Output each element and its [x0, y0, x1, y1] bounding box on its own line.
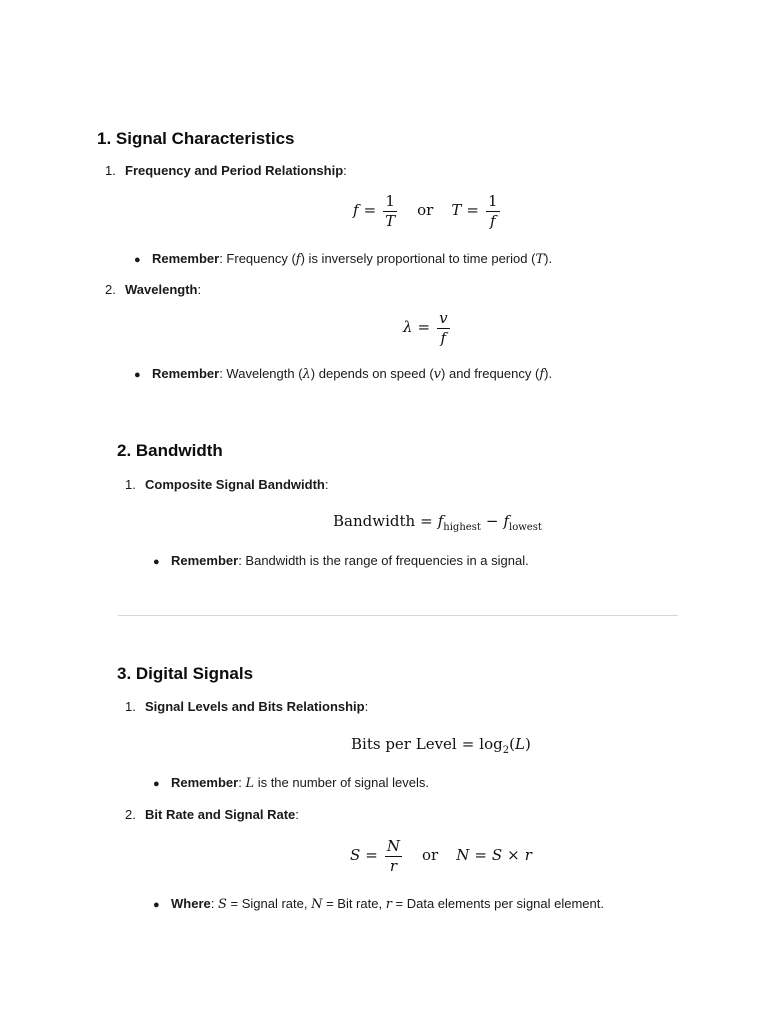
item-suffix: : — [364, 699, 369, 714]
list-number: 1. — [105, 163, 116, 178]
formula-wavelength — [403, 310, 452, 346]
item-suffix: : — [295, 807, 299, 822]
item-label: Wavelength — [125, 282, 198, 297]
math-op: × — [507, 846, 520, 864]
math-paren: ( — [509, 735, 515, 753]
math-op: = — [363, 201, 377, 219]
math-op: = — [466, 201, 479, 219]
note-label: Remember — [152, 251, 220, 266]
math-numerator: N — [386, 837, 400, 855]
list-number: 2. — [105, 282, 116, 297]
math-op: = — [417, 318, 431, 336]
note-text: ) and frequency ( — [441, 366, 540, 381]
note-text: ) depends on speed ( — [310, 366, 434, 381]
math-subscript: 2 — [502, 745, 510, 756]
math-denominator: f — [440, 328, 447, 347]
math-or: or — [417, 201, 434, 219]
item-label: Bit Rate and Signal Rate — [145, 807, 296, 822]
bullet-icon: ● — [134, 254, 141, 266]
math-numerator: 1 — [487, 192, 498, 210]
math-text: Bits per Level — [351, 735, 457, 753]
note-var: N — [311, 897, 323, 912]
note-text: ). — [544, 366, 553, 381]
formula-bandwidth — [333, 512, 542, 533]
note-var: L — [245, 776, 255, 791]
math-fraction — [437, 310, 449, 346]
note-text: : Frequency ( — [219, 251, 296, 266]
list-item-frequency-period — [105, 163, 347, 178]
math-func: log — [479, 735, 503, 753]
math-var: T — [451, 201, 462, 219]
math-fraction — [383, 193, 397, 229]
note-text: : Wavelength ( — [219, 366, 303, 381]
list-item-signal-levels-bits — [125, 699, 368, 714]
math-var: S — [491, 846, 503, 864]
item-suffix: : — [324, 477, 329, 492]
list-number: 1. — [125, 699, 136, 714]
note-bandwidth — [153, 553, 529, 568]
math-fraction — [385, 838, 402, 874]
math-denominator: f — [489, 211, 496, 230]
math-var: f — [353, 201, 359, 219]
section-title-digital-signals: 3. Digital Signals — [117, 664, 254, 683]
note-text: = Signal rate, — [226, 896, 312, 911]
math-numerator: 1 — [385, 192, 395, 210]
note-text: : Bandwidth is the range of frequencies in a signal. — [238, 553, 529, 568]
note-text: = Bit rate, — [322, 896, 386, 911]
math-or: or — [421, 846, 439, 864]
note-text: : — [210, 896, 218, 911]
note-var: r — [385, 897, 392, 912]
note-text: is the number of signal levels. — [254, 775, 429, 790]
note-bit-rate — [153, 896, 604, 912]
math-op: = — [461, 735, 475, 753]
math-var: f — [437, 512, 444, 530]
bullet-icon: ● — [153, 556, 160, 568]
note-var: v — [433, 367, 442, 382]
math-var: L — [514, 735, 525, 753]
note-wavelength — [134, 366, 552, 382]
math-numerator: v — [439, 309, 448, 327]
math-subscript: highest — [443, 522, 481, 533]
math-denominator: T — [385, 211, 396, 230]
math-subscript: lowest — [509, 522, 542, 533]
math-var: λ — [403, 318, 413, 336]
list-item-wavelength — [105, 282, 201, 297]
item-label: Composite Signal Bandwidth — [145, 477, 325, 492]
note-var: S — [217, 897, 227, 912]
note-text: = Data elements per signal element. — [391, 896, 604, 911]
formula-bit-rate — [350, 838, 532, 874]
note-signal-levels — [153, 775, 429, 791]
note-var: f — [295, 252, 301, 267]
math-op: = — [474, 846, 487, 864]
note-label: Remember — [171, 775, 239, 790]
formula-bits-per-level — [351, 735, 531, 756]
list-number: 2. — [125, 807, 136, 822]
note-text: ). — [544, 251, 553, 266]
bullet-icon: ● — [153, 778, 160, 790]
section-divider — [118, 615, 678, 616]
formula-frequency-period — [353, 193, 502, 229]
list-item-bit-rate-signal-rate — [125, 807, 299, 822]
math-var: f — [503, 512, 509, 530]
math-op: = — [420, 512, 433, 530]
math-paren: ) — [524, 735, 531, 753]
note-label: Where — [171, 896, 211, 911]
note-text: ) is inversely proportional to time period ( — [300, 251, 536, 266]
item-label: Signal Levels and Bits Relationship — [145, 699, 365, 714]
note-label: Remember — [171, 553, 239, 568]
item-label: Frequency and Period Relationship — [125, 163, 344, 178]
note-frequency-period — [134, 251, 552, 267]
note-label: Remember — [152, 366, 220, 381]
note-var: λ — [302, 367, 311, 382]
item-suffix: : — [197, 282, 202, 297]
math-text: Bandwidth — [333, 512, 416, 530]
list-number: 1. — [125, 477, 136, 492]
math-op: = — [365, 846, 378, 864]
bullet-icon: ● — [153, 899, 160, 911]
math-var: S — [350, 846, 361, 864]
list-item-composite-bandwidth — [125, 477, 328, 492]
math-var: r — [524, 846, 532, 864]
math-denominator: r — [389, 856, 397, 875]
math-op: − — [485, 512, 499, 530]
note-var: f — [539, 367, 545, 382]
note-text: : — [238, 775, 246, 790]
math-fraction — [486, 193, 500, 229]
math-var: N — [456, 846, 470, 864]
bullet-icon: ● — [134, 369, 141, 381]
section-title-bandwidth: 2. Bandwidth — [117, 441, 223, 460]
note-var: T — [535, 252, 545, 267]
section-title-signal-characteristics: 1. Signal Characteristics — [97, 129, 295, 148]
item-suffix: : — [343, 163, 347, 178]
